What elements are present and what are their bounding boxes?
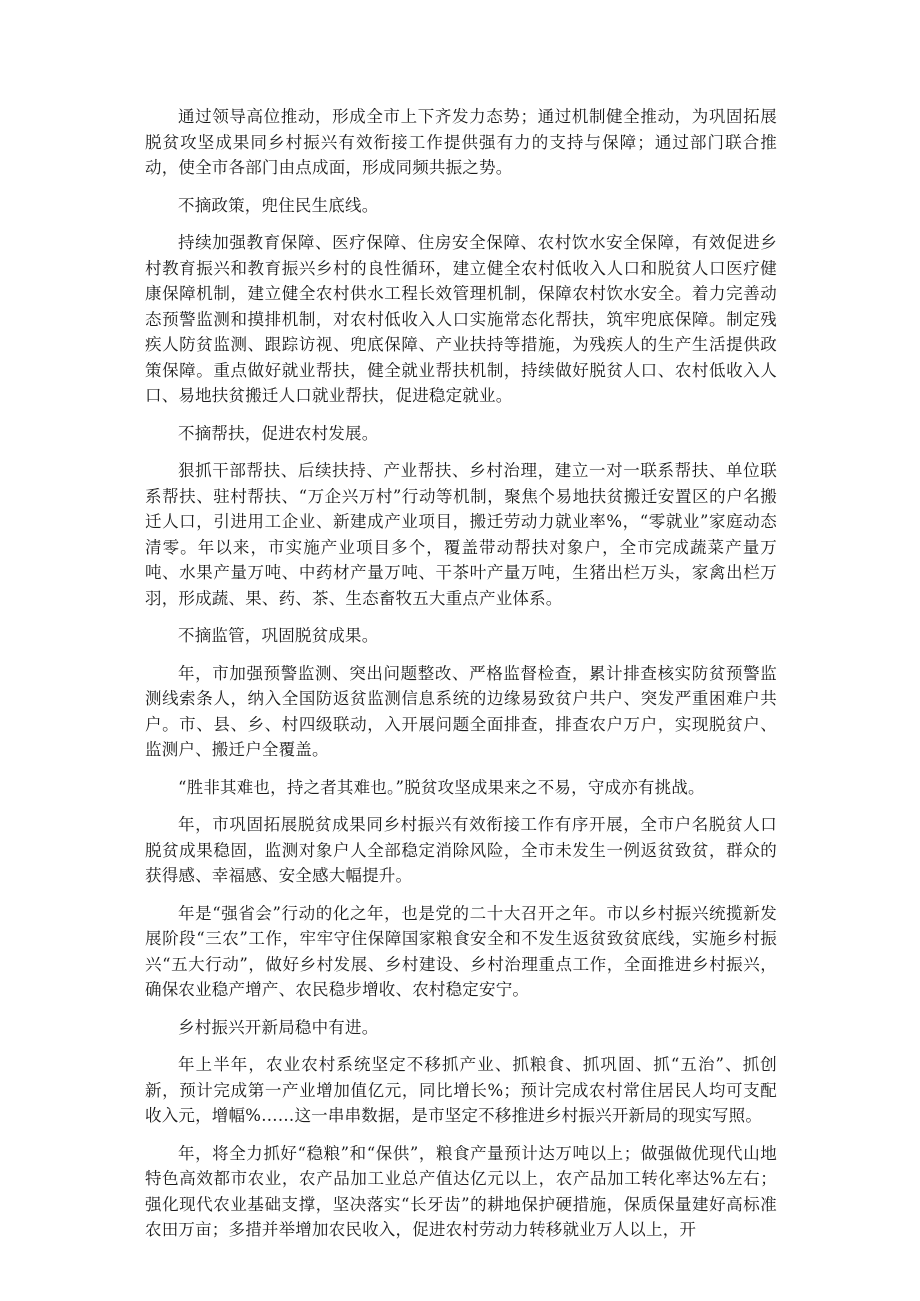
document-page (145, 104, 777, 1255)
body-paragraph: 年，市巩固拓展脱贫成果同乡村振兴有效衔接工作有序开展，全市户名脱贫人口脱贫成果稳固，监测对象户人全部稳定消除风险，全市未发生一例返贫致贫，群众的获得感、幸福感、安全感大幅提升。 (145, 815, 777, 885)
section-heading-supervision: 不摘监管，巩固脱贫成果。 (178, 626, 379, 645)
section-heading-policy: 不摘政策，兜住民生底线。 (178, 195, 379, 215)
section-heading-revitalization: 乡村振兴开新局稳中有进。 (178, 1017, 379, 1037)
body-paragraph: 持续加强教育保障、医疗保障、住房安全保障、农村饮水安全保障，有效促进乡村教育振兴和教育振兴乡村的良性循环，建立健全农村低收入人口和脱贫人口医疗健康保障机制，建立健全农村供水工程长效管理机制，保障农村饮水安全。着力完善动态预警监测和摸排机制，对农村低收入人口实施常态化帮扶，筑牢兜底保障。制定残疾人防贫监测、跟踪访视、兜底保障、产业扶持等措施，为残疾人的生产生活提供政策保障。重点做好就业帮扶，健全就业帮扶机制，持续做好脱贫人口、农村低收入人口、易地扶贫搬迁人口就业帮扶，促进稳定就业。 (145, 233, 777, 405)
body-paragraph: 狠抓干部帮扶、后续扶持、产业帮扶、乡村治理，建立一对一联系帮扶、单位联系帮扶、驻村帮扶、“万企兴万村”行动等机制，聚焦个易地扶贫搬迁安置区的户名搬迁人口，引进用工企业、新建成产业项目，搬迁劳动力就业率%，“零就业”家庭动态清零。年以来，市实施产业项目多个，覆盖带动帮扶对象户，全市完成蔬菜产量万吨、水果产量万吨、中药材产量万吨、干茶叶产量万吨，生猪出栏万头，家禽出栏万羽，形成蔬、果、药、茶、生态畜牧五大重点产业体系。 (145, 461, 777, 608)
quote-paragraph: “胜非其难也，持之者其难也。”脱贫攻坚成果来之不易，守成亦有挑战。 (178, 777, 705, 797)
body-paragraph: 年是“强省会”行动的化之年，也是党的二十大召开之年。市以乡村振兴统揽新发展阶段“三农”工作，牢牢守住保障国家粮食安全和不发生返贫致贫底线，实施乡村振兴“五大行动”，做好乡村发展、乡村建设、乡村治理重点工作，全面推进乡村振兴，确保农业稳产增产、农民稳步增收、农村稳定安宁。 (145, 903, 777, 999)
body-paragraph: 年，市加强预警监测、突出问题整改、严格监督检查，累计排查核实防贫预警监测线索条人，纳入全国防返贫监测信息系统的边缘易致贫户共户、突发严重困难户共户。市、县、乡、村四级联动，入开展问题全面排查，排查农户万户，实现脱贫户、监测户、搬迁户全覆盖。 (145, 663, 777, 759)
body-paragraph: 年上半年，农业农村系统坚定不移抓产业、抓粮食、抓巩固、抓“五治”、抓创新，预计完成第一产业增加值亿元，同比增长%；预计完成农村常住居民人均可支配收入元，增幅%……这一串串数据，是市坚定不移推进乡村振兴开新局的现实写照。 (145, 1055, 777, 1125)
body-paragraph: 年，将全力抓好“稳粮”和“保供”，粮食产量预计达万吨以上；做强做优现代山地特色高效都市农业，农产品加工业总产值达亿元以上，农产品加工转化率达%左右；强化现代农业基础支撑，坚决落实“长牙齿”的耕地保护硬措施，保质保量建好高标准农田万亩；多措并举增加农民收入，促进农村劳动力转移就业万人以上，开 (145, 1143, 777, 1239)
body-paragraph: 通过领导高位推动，形成全市上下齐发力态势；通过机制健全推动，为巩固拓展脱贫攻坚成果同乡村振兴有效衔接工作提供强有力的支持与保障；通过部门联合推动，使全市各部门由点成面，形成同频共振之势。 (145, 107, 777, 177)
section-heading-assistance: 不摘帮扶，促进农村发展。 (178, 423, 379, 443)
